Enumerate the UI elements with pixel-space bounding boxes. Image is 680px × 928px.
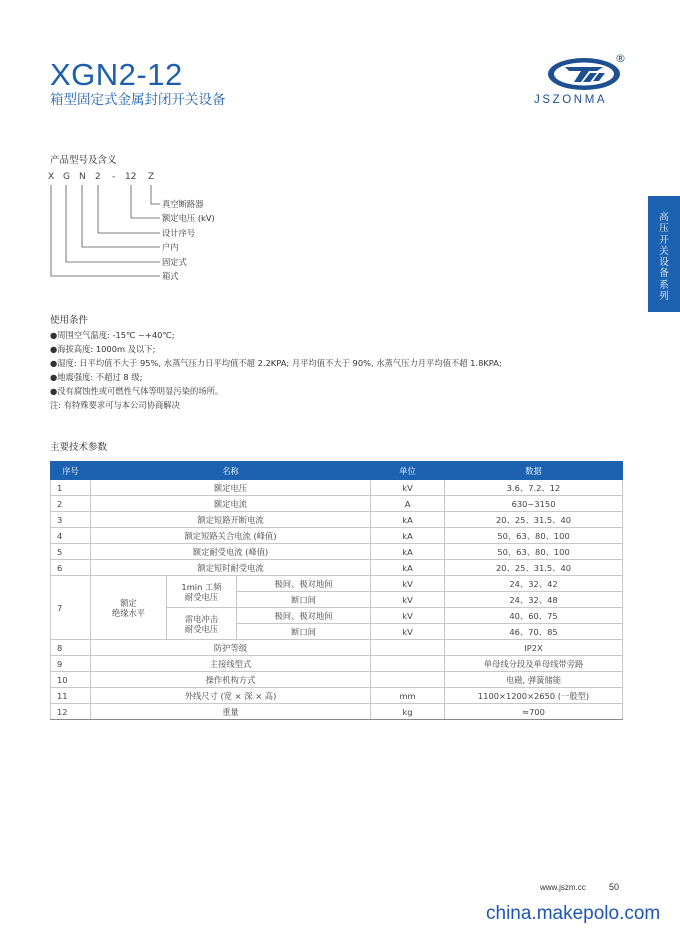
page-title: XGN2-12	[50, 57, 183, 92]
group-line: 耐受电压	[184, 591, 219, 602]
conditions-title: 使用条件	[50, 315, 89, 326]
cell-data: 24、32、48	[445, 592, 623, 608]
cell-unit: kA	[371, 512, 445, 528]
cell-unit	[371, 656, 445, 672]
cell-name: 主接线型式	[91, 656, 371, 672]
cell-data: 46、70、85	[445, 624, 623, 640]
table-header-row	[51, 462, 623, 480]
side-tab-char: 高	[659, 212, 669, 223]
cell-name: 额定短路关合电流 (峰值)	[91, 528, 371, 544]
cell-unit: A	[371, 496, 445, 512]
table-row	[51, 576, 623, 592]
cell-no: 5	[51, 544, 91, 560]
table-row	[51, 688, 623, 704]
page-number: 50	[609, 882, 620, 892]
header-no: 序号	[51, 462, 91, 480]
registered-mark: ®	[615, 52, 626, 65]
side-tab-char: 系	[659, 279, 669, 291]
cell-name: 操作机构方式	[91, 672, 371, 688]
cell-name: 额定耐受电流 (峰值)	[91, 544, 371, 560]
table-row	[51, 512, 623, 528]
model-meaning: 箱式	[162, 271, 179, 281]
cell-data: 单母线分段及单母线带旁路	[445, 656, 623, 672]
cell-unit: kg	[371, 704, 445, 720]
cell-no: 3	[51, 512, 91, 528]
cell-no: 11	[51, 688, 91, 704]
condition-item: ●周围空气温度: -15℃ ~+40℃;	[50, 330, 175, 340]
watermark: china.makepolo.com	[486, 903, 661, 924]
cell-unit: kV	[371, 480, 445, 496]
model-letter: -	[112, 172, 116, 182]
header-name: 名称	[91, 462, 371, 480]
cell-name: 断口间	[237, 624, 371, 640]
cell-no: 2	[51, 496, 91, 512]
cell-name: 重量	[91, 704, 371, 720]
side-tab-char: 压	[659, 223, 669, 235]
cell-name: 防护等级	[91, 640, 371, 656]
model-meaning: 固定式	[162, 257, 187, 267]
cell-unit: mm	[371, 688, 445, 704]
table-row	[51, 672, 623, 688]
cell-unit: kA	[371, 528, 445, 544]
cell-name: 极间、极对地间	[237, 608, 371, 624]
cell-no: 10	[51, 672, 91, 688]
cell-data: 电磁, 弹簧储能	[445, 672, 623, 688]
header-unit: 单位	[371, 462, 445, 480]
cell-data: IP2X	[445, 640, 623, 656]
cell-data: 24、32、42	[445, 576, 623, 592]
cell-no: 12	[51, 704, 91, 720]
cell-unit: kA	[371, 560, 445, 576]
series-side-tab	[648, 196, 680, 312]
group-line: 耐受电压	[184, 623, 219, 634]
cell-unit: kV	[371, 592, 445, 608]
table-row	[51, 480, 623, 496]
cell-unit: kV	[371, 624, 445, 640]
condition-item: ●没有腐蚀性或可燃性气体等明显污染的场所。	[50, 386, 224, 396]
model-meaning: 真空断路器	[162, 199, 204, 209]
cell-name: 额定短时耐受电流	[91, 560, 371, 576]
side-tab-char: 开	[659, 234, 669, 246]
cell-no: 4	[51, 528, 91, 544]
cell-data: 20、25、31.5、40	[445, 560, 623, 576]
table-row	[51, 544, 623, 560]
cell-no: 9	[51, 656, 91, 672]
model-letter: Z	[148, 172, 155, 182]
model-section-title: 产品型号及含义	[50, 155, 117, 166]
params-table	[50, 461, 623, 720]
model-letter: N	[79, 172, 86, 182]
side-tab-char: 备	[659, 268, 669, 280]
cell-no: 6	[51, 560, 91, 576]
cell-unit	[371, 672, 445, 688]
model-letter: G	[63, 172, 70, 182]
cell-name: 断口间	[237, 592, 371, 608]
cell-unit: kV	[371, 608, 445, 624]
cell-name: 极间、极对地间	[237, 576, 371, 592]
cell-data: 3.6、7.2、12	[445, 480, 623, 496]
insulation-group-impulse	[167, 608, 237, 640]
cell-no: 7	[51, 576, 91, 640]
side-tab-char: 设	[659, 257, 669, 269]
cell-unit: kA	[371, 544, 445, 560]
footer-website: www.jszm.cc	[540, 883, 586, 892]
cell-data: 50、63、80、100	[445, 528, 623, 544]
cell-data: 630~3150	[445, 496, 623, 512]
model-meaning: 户内	[162, 242, 179, 252]
table-row	[51, 656, 623, 672]
cell-no: 8	[51, 640, 91, 656]
group-line: 1min 工频	[181, 581, 222, 592]
group-line: 雷电冲击	[184, 613, 219, 624]
insulation-label-line: 绝缘水平	[111, 607, 146, 618]
table-row	[51, 496, 623, 512]
cell-unit	[371, 640, 445, 656]
params-title: 主要技术参数	[50, 442, 108, 453]
table-row	[51, 560, 623, 576]
cell-name: 额定短路开断电流	[91, 512, 371, 528]
cell-unit: kV	[371, 576, 445, 592]
table-row	[51, 704, 623, 720]
table-row	[51, 528, 623, 544]
side-tab-char: 列	[659, 291, 669, 303]
model-letter: 12	[125, 172, 137, 182]
cell-data: 20、25、31.5、40	[445, 512, 623, 528]
model-meaning: 额定电压 (kV)	[162, 213, 215, 223]
cell-name: 额定电流	[91, 496, 371, 512]
cell-data: 40、60、75	[445, 608, 623, 624]
insulation-group-power-freq	[167, 576, 237, 608]
insulation-label-line: 额定	[120, 597, 137, 608]
cell-data: 50、63、80、100	[445, 544, 623, 560]
page-subtitle: 箱型固定式金属封闭开关设备	[50, 92, 226, 108]
model-letter: 2	[95, 172, 101, 182]
cell-name: 额定电压	[91, 480, 371, 496]
side-tab-char: 关	[659, 245, 669, 257]
condition-item: ●湿度: 日平均值不大于 95%, 水蒸气压力日平均值不超 2.2KPA; 月平均值不大于 90%, 水蒸气压力月平均值不超 1.8KPA;	[50, 358, 502, 368]
condition-item: ●海拔高度: 1000m 及以下;	[50, 344, 156, 354]
model-letter: X	[48, 172, 55, 182]
cell-name: 外线尺寸 (宽 × 深 × 高)	[91, 688, 371, 704]
cell-data: ≈700	[445, 704, 623, 720]
condition-note: 注: 有特殊要求可与本公司协商解决	[50, 400, 180, 410]
logo-text: JSZONMA	[534, 94, 608, 106]
header-data: 数据	[445, 462, 623, 480]
table-row	[51, 640, 623, 656]
cell-data: 1100×1200×2650 (一般型)	[445, 688, 623, 704]
condition-item: ●地震强度: 不超过 8 级;	[50, 372, 143, 382]
model-meaning: 设计序号	[162, 228, 196, 238]
cell-no: 1	[51, 480, 91, 496]
insulation-label	[91, 576, 167, 640]
